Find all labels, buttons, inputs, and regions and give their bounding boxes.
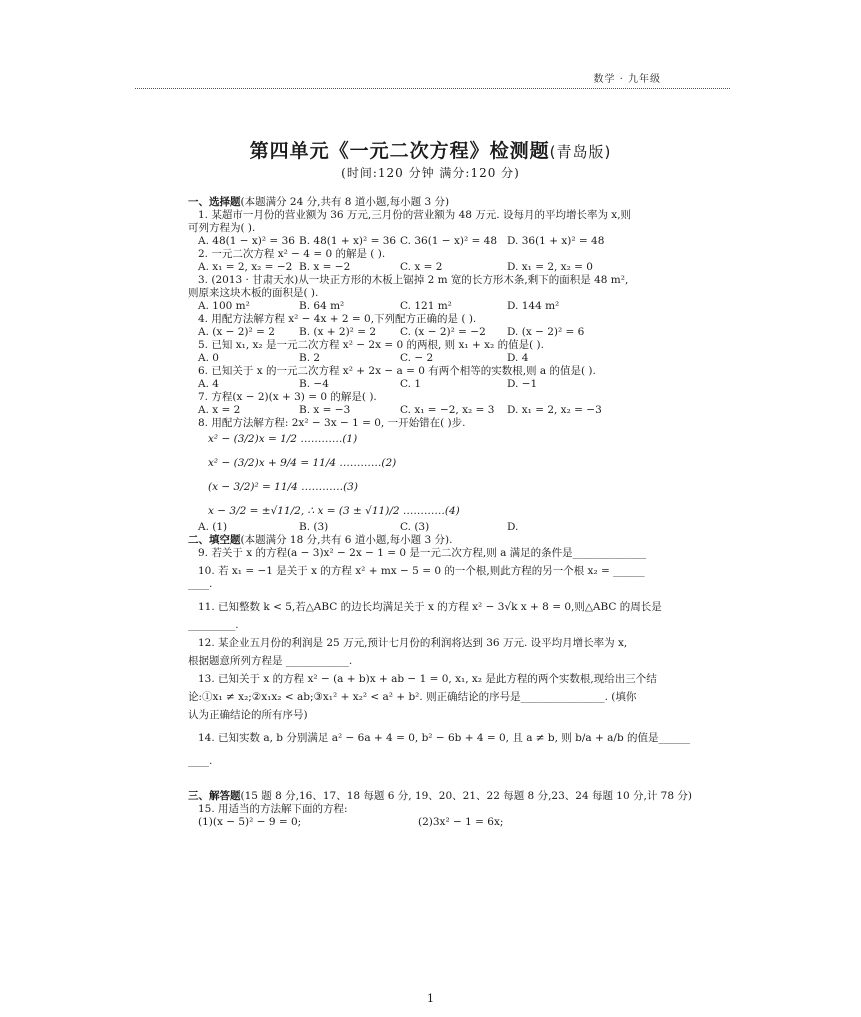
question-13-note: 认为正确结论的所有序号) — [188, 709, 308, 721]
question-4: 4. 用配方法解方程 x² − 4x + 2 = 0,下列配方正确的是 ( ). — [198, 313, 477, 325]
question-8: 8. 用配方法解方程: 2x² − 3x − 1 = 0, 一开始错在( )步. — [198, 417, 466, 429]
question-3: 3. (2013 · 甘肃天水)从一块正方形的木板上锯掉 2 m 宽的长方形木条,剩下的面积是 48 m², — [198, 274, 629, 286]
question-6-options — [188, 378, 683, 391]
question-11-cont: _________. — [188, 619, 239, 631]
page-title — [0, 136, 861, 163]
question-4-options — [188, 326, 683, 339]
step-3: (x − 3/2)² = 11/4 …………(3) — [208, 481, 358, 493]
exam-info: (时间:120 分钟 满分:120 分) — [341, 166, 520, 180]
section2-title: 二、填空题 — [188, 534, 241, 546]
option-c: C. x₁ = −2, x₂ = 3 — [400, 404, 495, 416]
section-heading — [188, 196, 683, 209]
section1-title: 一、选择题 — [188, 196, 241, 208]
option-a: A. 48(1 − x)² = 36 — [198, 235, 295, 247]
option-d: D. x₁ = 2, x₂ = 0 — [507, 261, 593, 273]
option-a: A. 100 m² — [198, 300, 250, 312]
question-1: 1. 某超市一月份的营业额为 36 万元,三月份的营业额为 48 万元. 设每月的平均增长率为 x,则 — [198, 209, 632, 221]
section-heading — [188, 534, 683, 547]
section2-note: (本题满分 18 分,共有 6 道小题,每小题 3 分). — [240, 534, 453, 546]
question-3-cont: 则原来这块木板的面积是( ). — [188, 287, 319, 299]
step-1: x² − (3/2)x = 1/2 …………(1) — [208, 433, 358, 445]
step-2: x² − (3/2)x + 9/4 = 11/4 …………(2) — [208, 457, 397, 469]
option-a: A. x = 2 — [198, 404, 241, 416]
option-b: B. x = −2 — [299, 261, 351, 273]
question-6: 6. 已知关于 x 的一元二次方程 x² + 2x − a = 0 有两个相等的实数根,则 a 的值是( ). — [198, 365, 596, 377]
section1-note: (本题满分 24 分,共有 8 道小题,每小题 3 分) — [240, 196, 450, 208]
option-a: A. (x − 2)² = 2 — [198, 326, 275, 338]
header-divider — [135, 88, 730, 89]
question-12-cont: 根据题意所列方程是 ____________. — [188, 655, 353, 667]
question-2-options — [188, 261, 683, 274]
title-main: 第四单元《一元二次方程》检测题 — [249, 140, 550, 162]
question-15: 15. 用适当的方法解下面的方程: — [198, 803, 348, 815]
question-11: 11. 已知整数 k < 5,若△ABC 的边长均满足关于 x 的方程 x² − 3√k x + 8 = 0,则△ABC 的周长是 — [198, 601, 662, 613]
option-b: B. 64 m² — [299, 300, 345, 312]
option-c: C. 36(1 − x)² = 48 — [400, 235, 498, 247]
question-15-part-2: (2)3x² − 1 = 6x; — [418, 816, 504, 828]
option-a: A. x₁ = 2, x₂ = −2 — [198, 261, 293, 273]
option-d: D. 36(1 + x)² = 48 — [507, 235, 605, 247]
page-number: 1 — [427, 992, 434, 1005]
header-label: 数学 · 九年级 — [593, 74, 661, 85]
option-d: D. — [507, 521, 519, 533]
section3-note: (15 题 8 分,16、17、18 每题 6 分, 19、20、21、22 每题 8 分,23、24 每题 10 分,计 78 分) — [240, 790, 692, 802]
question-5: 5. 已知 x₁, x₂ 是一元二次方程 x² − 2x = 0 的两根, 则 x₁ + x₂ 的值是( ). — [198, 339, 544, 351]
question-1-cont: 可列方程为( ). — [188, 222, 256, 234]
title-edition: (青岛版) — [549, 143, 612, 161]
step-4: x − 3/2 = ±√11/2, ∴ x = (3 ± √11)/2 …………(4) — [208, 505, 460, 517]
question-5-options — [188, 352, 683, 365]
question-14-cont: ____. — [188, 755, 213, 767]
option-c: C. 1 — [400, 378, 422, 390]
exam-content — [188, 196, 692, 829]
section3-title: 三、解答题 — [188, 790, 241, 802]
question-15-part-1: (1)(x − 5)² − 9 = 0; — [198, 816, 302, 828]
option-a: A. 0 — [198, 352, 219, 364]
question-13: 13. 已知关于 x 的方程 x² − (a + b)x + ab − 1 = 0, x₁, x₂ 是此方程的两个实数根,现给出三个结 — [198, 673, 657, 685]
question-14: 14. 已知实数 a, b 分别满足 a² − 6a + 4 = 0, b² − 6b + 4 = 0, 且 a ≠ b, 则 b/a + a/b 的值是______ — [198, 732, 691, 744]
section-heading — [188, 790, 692, 803]
option-c: C. − 2 — [400, 352, 434, 364]
question-15-parts — [188, 816, 683, 829]
option-b: B. x = −3 — [299, 404, 351, 416]
question-13-cont: 论:①x₁ ≠ x₂;②x₁x₂ < ab;③x₁² + x₂² < a² + b². 则正确结论的序号是________________. (填你 — [188, 691, 637, 703]
question-1-options — [188, 235, 683, 248]
option-d: D. 4 — [507, 352, 529, 364]
question-7-options — [188, 404, 683, 417]
option-b: B. 2 — [299, 352, 321, 364]
option-b: B. −4 — [299, 378, 329, 390]
option-c: C. 121 m² — [400, 300, 452, 312]
option-d: D. −1 — [507, 378, 538, 390]
option-b: B. 48(1 + x)² = 36 — [299, 235, 397, 247]
option-a: A. 4 — [198, 378, 219, 390]
question-2: 2. 一元二次方程 x² − 4 = 0 的解是 ( ). — [198, 248, 386, 260]
question-8-options — [188, 521, 683, 534]
option-c: C. (x − 2)² = −2 — [400, 326, 486, 338]
option-d: D. x₁ = 2, x₂ = −3 — [507, 404, 602, 416]
question-10-cont: ____. — [188, 578, 213, 590]
question-9: 9. 若关于 x 的方程(a − 3)x² − 2x − 1 = 0 是一元二次方程,则 a 满足的条件是______________ — [198, 547, 647, 559]
option-a: A. (1) — [198, 521, 228, 533]
option-b: B. (x + 2)² = 2 — [299, 326, 377, 338]
question-10: 10. 若 x₁ = −1 是关于 x 的方程 x² + mx − 5 = 0 的一个根,则此方程的另一个根 x₂ = ______ — [198, 565, 645, 577]
question-7: 7. 方程(x − 2)(x + 3) = 0 的解是( ). — [198, 391, 377, 403]
option-c: C. x = 2 — [400, 261, 443, 273]
question-3-options — [188, 300, 683, 313]
option-d: D. (x − 2)² = 6 — [507, 326, 585, 338]
option-d: D. 144 m² — [507, 300, 560, 312]
option-b: B. (3) — [299, 521, 329, 533]
question-12: 12. 某企业五月份的利润是 25 万元,预计七月份的利润将达到 36 万元. 设平均月增长率为 x, — [198, 637, 628, 649]
option-c: C. (3) — [400, 521, 430, 533]
